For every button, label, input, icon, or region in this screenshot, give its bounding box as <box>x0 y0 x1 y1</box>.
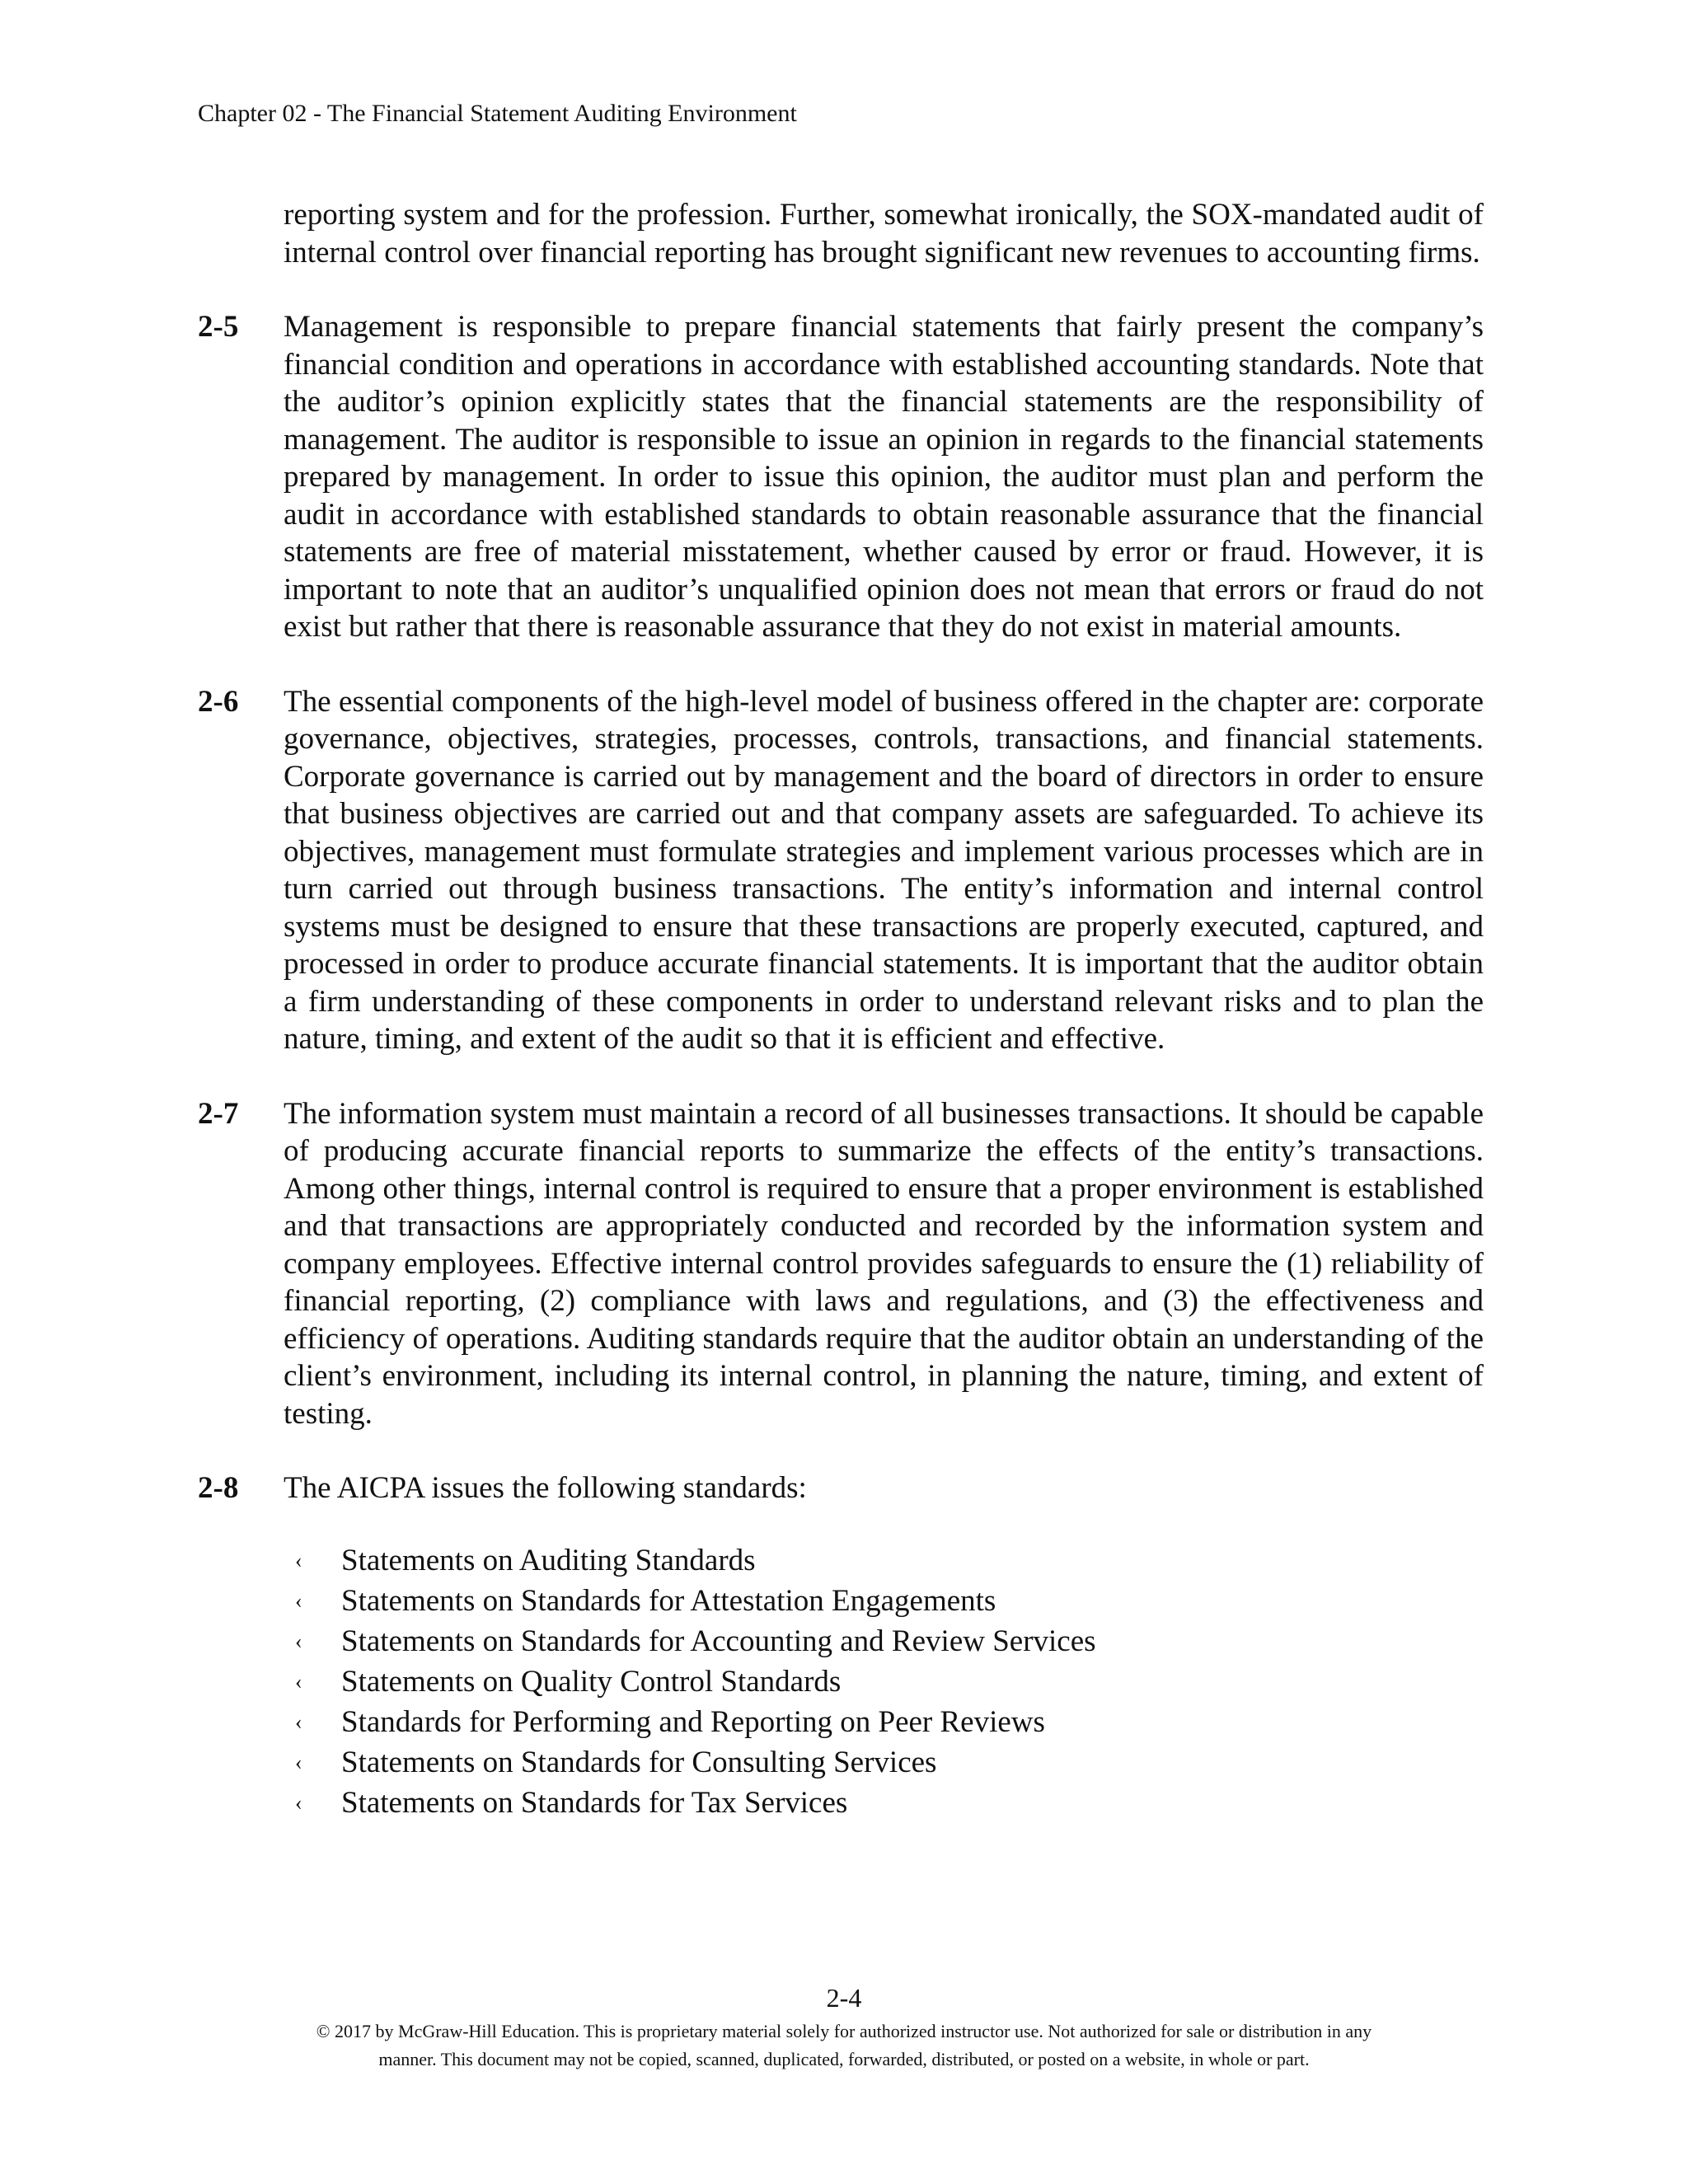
paragraph-2-8 <box>198 1469 1484 1507</box>
bullet-icon: ‹ <box>295 1588 302 1613</box>
list-item <box>295 1621 1484 1661</box>
paragraph-text: The information system must maintain a record of all businesses transactions. It should be capable of producing accurate financial reports to summarize the effects of the entity’s transactions. Among other things, internal control is required to ensure that a proper environment is established and that transactions are appropriately conducted and recorded by the information system and company employees. Effective internal control provides safeguards to ensure the (1) reliability of financial reporting, (2) compliance with laws and regulations, and (3) the effectiveness and efficiency of operations. Auditing standards require that the auditor obtain an understanding of the client’s environment, including its internal control, in planning the nature, timing, and extent of testing. <box>284 1096 1484 1431</box>
list-item-text: Standards for Performing and Reporting on Peer Reviews <box>341 1704 1045 1739</box>
list-item <box>295 1702 1484 1742</box>
paragraph-text: The AICPA issues the following standards: <box>284 1471 807 1505</box>
list-item <box>295 1661 1484 1702</box>
footer-line-1: © 2017 by McGraw-Hill Education. This is proprietary material solely for authorized instructor use. Not authorized for sale or distribution in any <box>316 2021 1372 2041</box>
paragraph-2-6 <box>198 683 1484 1058</box>
list-item-text: Statements on Quality Control Standards <box>341 1664 842 1699</box>
list-item <box>295 1783 1484 1823</box>
list-item-text: Statements on Standards for Accounting and Review Services <box>341 1624 1096 1658</box>
document-body <box>198 196 1484 1823</box>
paragraph-2-7 <box>198 1095 1484 1433</box>
paragraph-text: Management is responsible to prepare financial statements that fairly present the company’s financial condition and operations in accordance with established accounting standards. Note that the auditor’s opinion explicitly states that the financial statements are the responsibility of management. The auditor is responsible to issue an opinion in regards to the financial statements prepared by management. In order to issue this opinion, the auditor must plan and perform the audit in accordance with established standards to obtain reasonable assurance that the financial statements are free of material misstatement, whether caused by error or fraud. However, it is important to note that an auditor’s unqualified opinion does not mean that errors or fraud do not exist but rather that there is reasonable assurance that they do not exist in material amounts. <box>284 310 1484 644</box>
paragraph-text: reporting system and for the profession. Further, somewhat ironically, the SOX-mandated audit of internal control over financial reporting has brought significant new revenues to accounting firms. <box>284 198 1484 269</box>
paragraph-number: 2-7 <box>198 1096 239 1131</box>
bullet-icon: ‹ <box>295 1790 302 1815</box>
list-item-text: Statements on Standards for Attestation Engagements <box>341 1583 996 1618</box>
bullet-icon: ‹ <box>295 1629 302 1653</box>
list-item <box>295 1581 1484 1621</box>
copyright-footer <box>165 2018 1523 2074</box>
list-item-text: Statements on Standards for Tax Services <box>341 1785 848 1820</box>
paragraph-text: The essential components of the high-level model of business offered in the chapter are: corporate governance, objectives, strategies, processes, controls, transactions, and financial statements. Corporate governance is carried out by management and the board of directors in order to ensure that business objectives are carried out and that company assets are safeguarded. To achieve its objectives, management must formulate strategies and implement various processes which are in turn carried out through business transactions. The entity’s information and internal control systems must be designed to ensure that these transactions are properly executed, captured, and processed in order to produce accurate financial statements. It is important that the auditor obtain a firm understanding of these components in order to understand relevant risks and to plan the nature, timing, and extent of the audit so that it is efficient and effective. <box>284 684 1484 1056</box>
paragraph-number: 2-8 <box>198 1471 239 1505</box>
paragraph-number: 2-5 <box>198 310 239 344</box>
paragraph-number: 2-6 <box>198 684 239 719</box>
list-item <box>295 1742 1484 1783</box>
aicpa-standards-list <box>198 1540 1484 1823</box>
list-item-text: Statements on Standards for Consulting Services <box>341 1745 937 1779</box>
bullet-icon: ‹ <box>295 1669 302 1694</box>
chapter-header: Chapter 02 - The Financial Statement Auditing Environment <box>198 100 797 127</box>
bullet-icon: ‹ <box>295 1548 302 1572</box>
list-item-text: Statements on Auditing Standards <box>341 1543 756 1577</box>
bullet-icon: ‹ <box>295 1750 302 1774</box>
paragraph-continuation <box>198 196 1484 271</box>
list-item <box>295 1540 1484 1581</box>
footer-line-2: manner. This document may not be copied, scanned, duplicated, forwarded, distributed, or posted on a website, in whole or part. <box>378 2049 1310 2069</box>
bullet-icon: ‹ <box>295 1709 302 1734</box>
page-number: 2-4 <box>826 1983 862 2013</box>
paragraph-2-5 <box>198 308 1484 646</box>
